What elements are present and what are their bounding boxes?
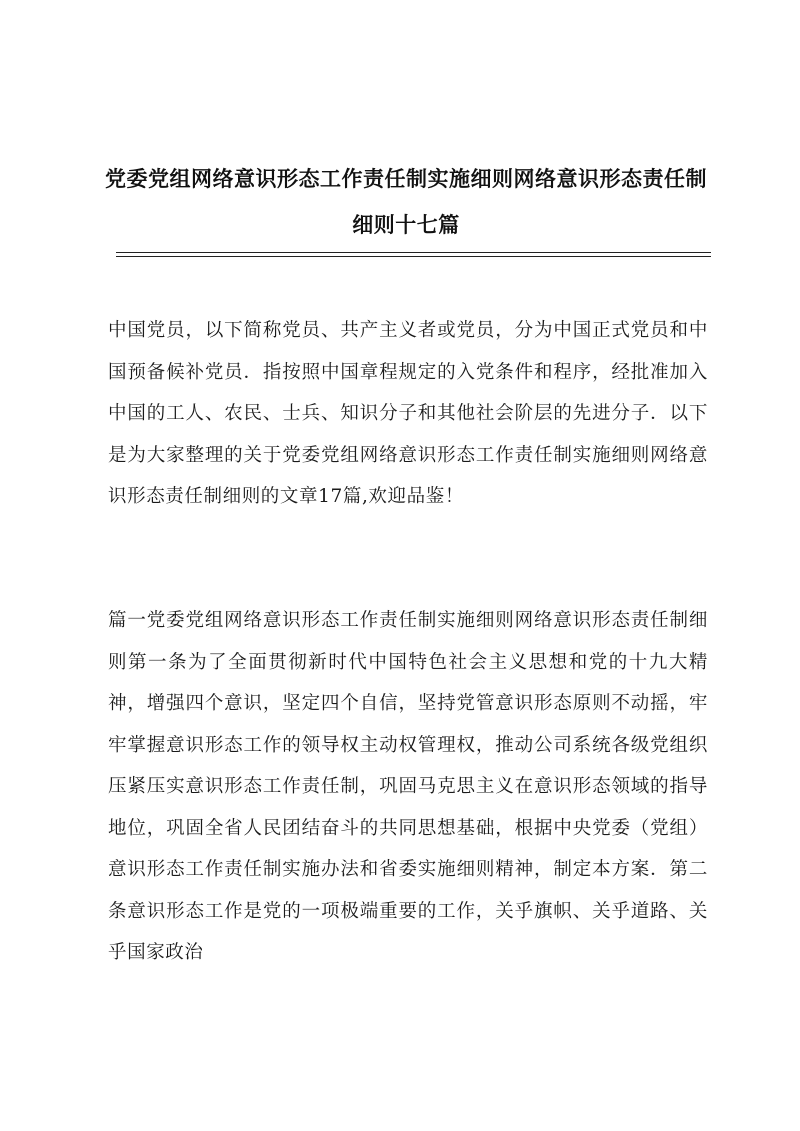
title-double-rule (116, 252, 711, 257)
section-one-paragraph: 篇一党委党组网络意识形态工作责任制实施细则网络意识形态责任制细则第一条为了全面贯彻新时代中国特色社会主义思想和党的十九大精神，增强四个意识，坚定四个自信，坚持党管意识形态原则不动摇，牢牢掌握意识形态工作的领导权主动权管理权，推动公司系统各级党组织压紧压实意识形态工作责任制，巩固马克思主义在意识形态领域的指导地位，巩固全省人民团结奋斗的共同思想基础，根据中央党委（党组）意识形态工作责任制实施办法和省委实施细则精神，制定本方案．第二条意识形态工作是党的一项极端重要的工作，关乎旗帜、关乎道路、关乎国家政治 (108, 610, 708, 963)
intro-paragraph: 中国党员，以下简称党员、共产主义者或党员，分为中国正式党员和中国预备候补党员．指按照中国章程规定的入党条件和程序，经批准加入中国的工人、农民、士兵、知识分子和其他社会阶层的先进分子．以下是为大家整理的关于党委党组网络意识形态工作责任制实施细则网络意识形态责任制细则的文章17篇,欢迎品鉴！ (108, 320, 708, 507)
document-title: 党委党组网络意识形态工作责任制实施细则网络意识形态责任制细则十七篇 (105, 167, 707, 237)
